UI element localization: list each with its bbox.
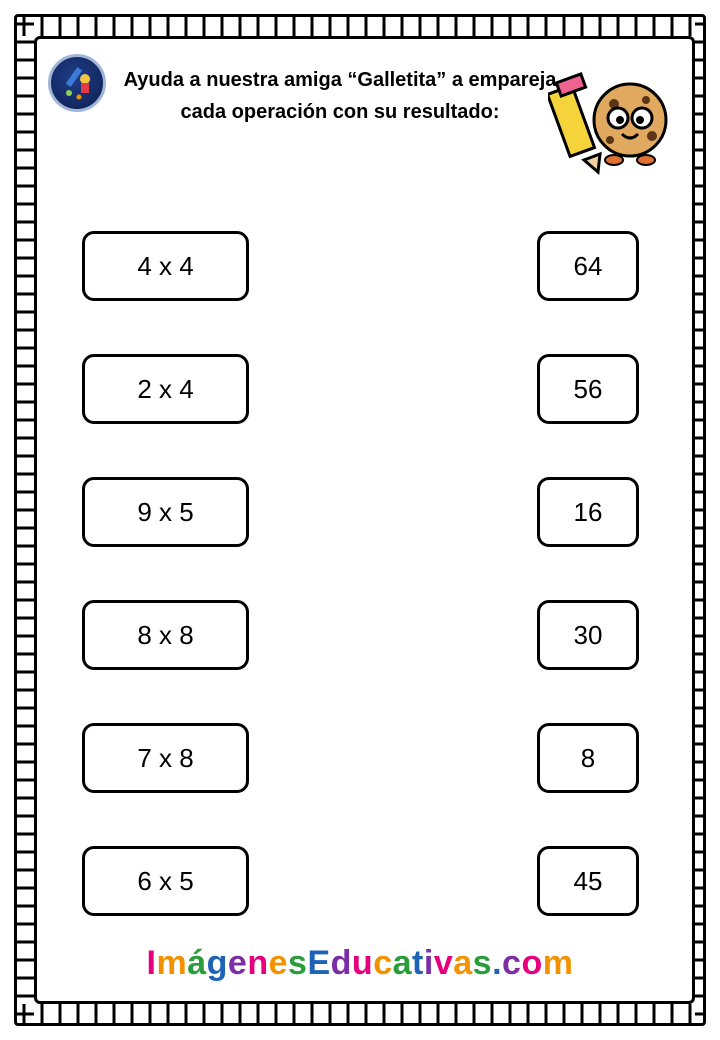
result-box[interactable]: 56 bbox=[537, 354, 639, 424]
cookie-mascot-icon bbox=[548, 70, 688, 180]
result-box[interactable]: 30 bbox=[537, 600, 639, 670]
result-box[interactable]: 16 bbox=[537, 477, 639, 547]
result-box[interactable]: 8 bbox=[537, 723, 639, 793]
site-footer-logo: ImágenesEducativas.com bbox=[146, 944, 574, 982]
result-box[interactable]: 45 bbox=[537, 846, 639, 916]
operation-box[interactable]: 7 x 8 bbox=[82, 723, 249, 793]
operation-box[interactable]: 2 x 4 bbox=[82, 354, 249, 424]
pencil-icon bbox=[548, 74, 600, 172]
operation-box[interactable]: 8 x 8 bbox=[82, 600, 249, 670]
site-logo-icon bbox=[48, 54, 106, 112]
operation-box[interactable]: 6 x 5 bbox=[82, 846, 249, 916]
result-box[interactable]: 64 bbox=[537, 231, 639, 301]
instructions-title: Ayuda a nuestra amiga “Galletita” a empareja cada operación con su resultado: bbox=[123, 69, 557, 123]
operation-box[interactable]: 4 x 4 bbox=[82, 231, 249, 301]
operation-box[interactable]: 9 x 5 bbox=[82, 477, 249, 547]
